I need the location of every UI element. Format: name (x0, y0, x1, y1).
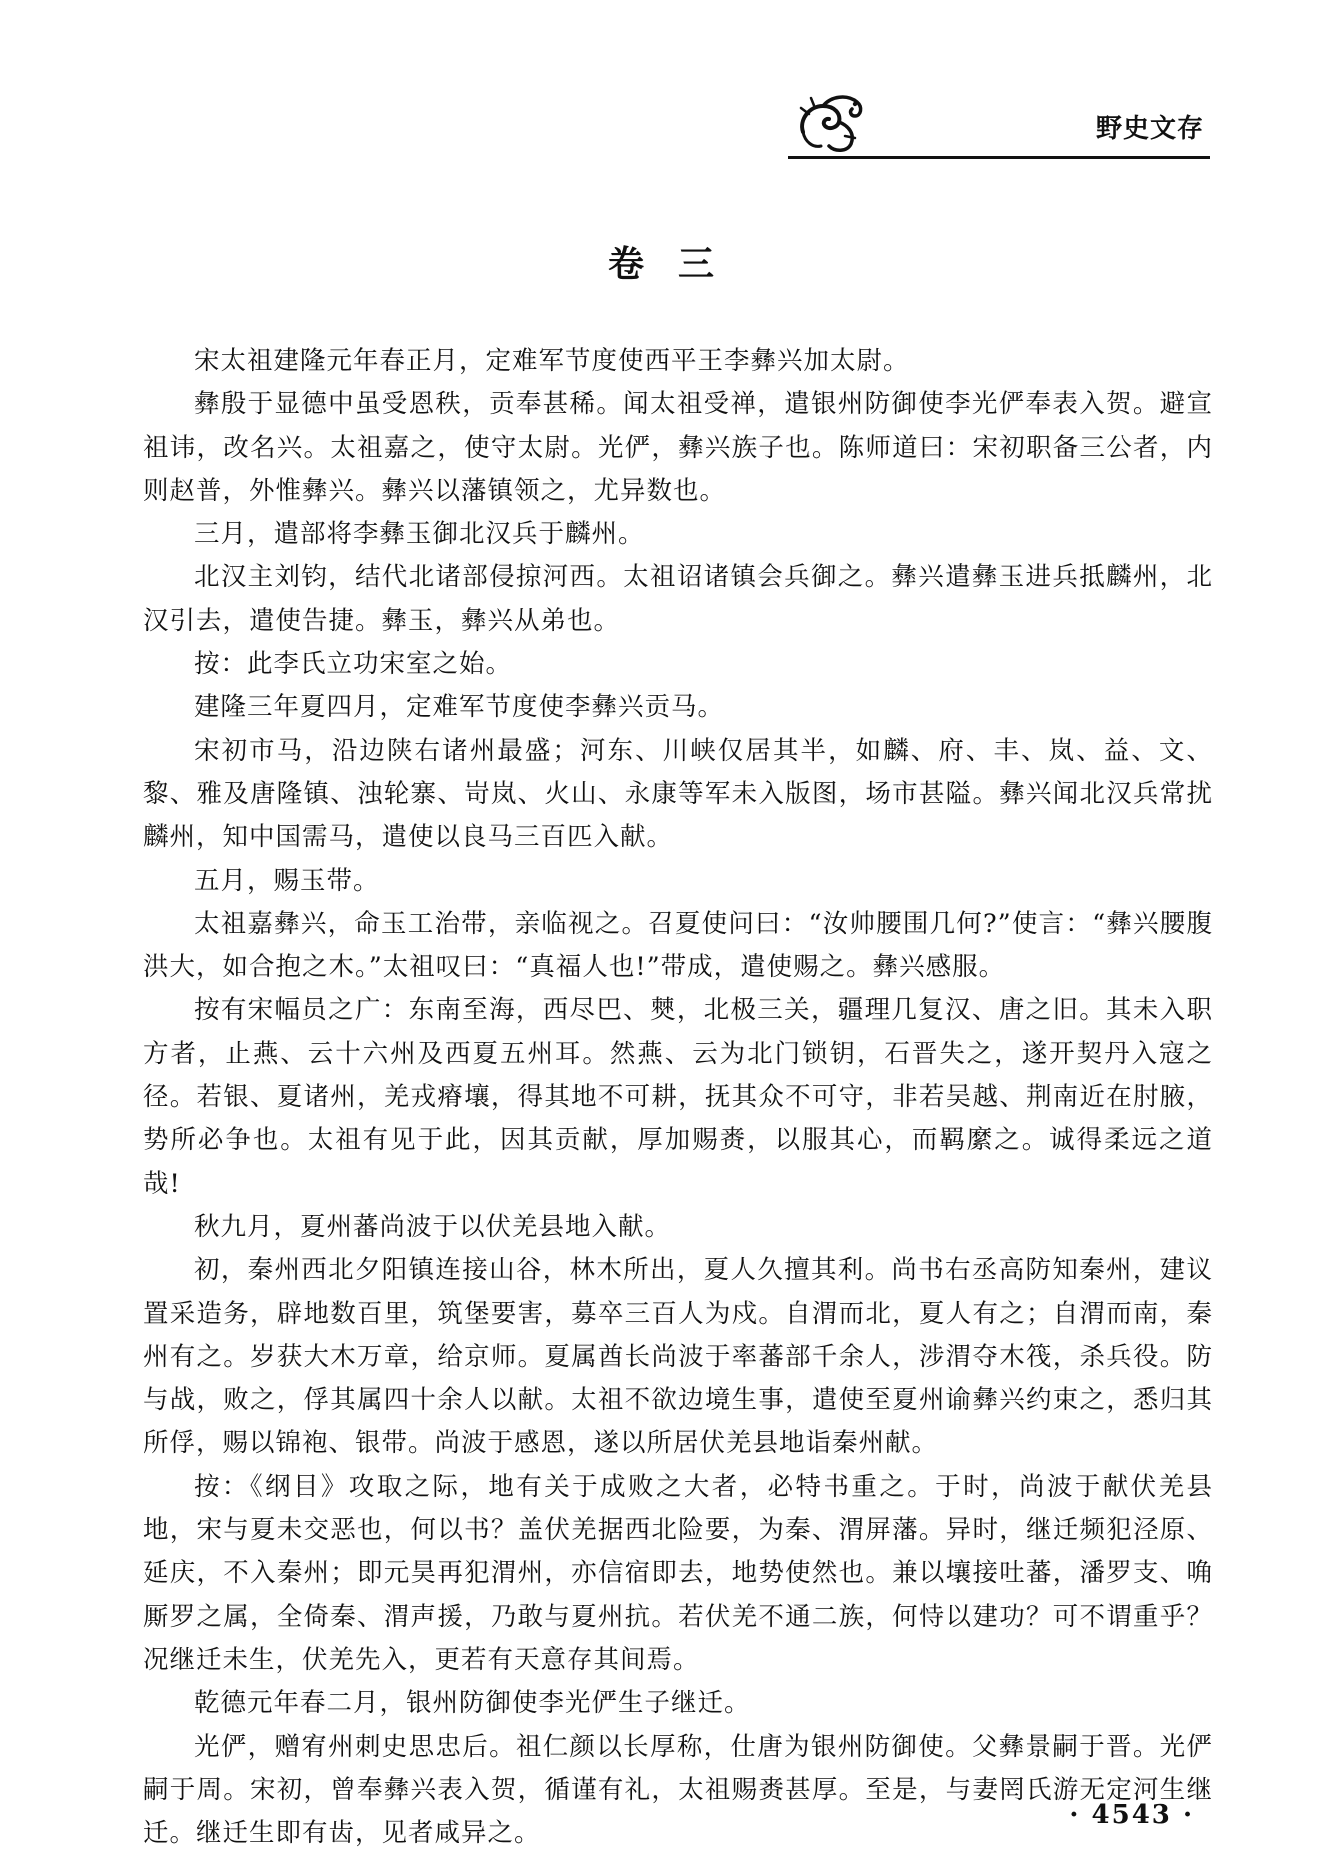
paragraph: 初，秦州西北夕阳镇连接山谷，林木所出，夏人久擅其利。尚书右丞高防知秦州，建议置采造务，辟地数百里，筑堡要害，募卒三百人为戍。自渭而北，夏人有之；自渭而南，秦州有之。岁获大木万章，给京师。夏属酋长尚波于率蕃部千余人，涉渭夺木筏，杀兵役。防与战，败之，俘其属四十余人以献。太祖不欲边境生事，遣使至夏州谕彝兴约束之，悉归其所俘，赐以锦袍、银带。尚波于感恩，遂以所居伏羌县地诣秦州献。 (143, 1255, 1213, 1459)
header-divider (788, 156, 1210, 159)
paragraph: 按：《纲目》攻取之际，地有关于成败之大者，必特书重之。于时，尚波于献伏羌县地，宋与夏未交恶也，何以书？盖伏羌据西北险要，为秦、渭屏藩。异时，继迁频犯泾原、延庆，不入秦州；即元昊再犯渭州，亦信宿即去，地势使然也。兼以壤接吐蕃，潘罗支、唃厮罗之属，全倚秦、渭声援，乃敢与夏州抗。若伏羌不通二族，何恃以建功？可不谓重乎？况继迁未生，伏羌先入，更若有天意存其间焉。 (143, 1471, 1213, 1675)
chapter-title: 卷三 (607, 244, 748, 285)
paragraph: 按有宋幅员之广：东南至海，西尽巴、僰，北极三关，疆理几复汉、唐之旧。其未入职方者，止燕、云十六州及西夏五州耳。然燕、云为北门锁钥，石晋失之，遂开契丹入寇之径。若银、夏诸州，羌戎瘠壤，得其地不可耕，抚其众不可守，非若吴越、荆南近在肘腋，势所必争也。太祖有见于此，因其贡献，厚加赐赉，以服其心，而羁縻之。诚得柔远之道哉! (143, 995, 1213, 1199)
paragraph: 按：此李氏立功宋室之始。 (194, 649, 513, 680)
paragraph: 建隆三年夏四月，定难军节度使李彝兴贡马。 (194, 692, 725, 723)
body-text (143, 340, 1213, 1855)
dragon-emblem-icon (795, 92, 867, 154)
paragraph: 三月，遣部将李彝玉御北汉兵于麟州。 (194, 519, 645, 550)
page-number: · 4543 · (1069, 1800, 1194, 1830)
series-title: 野史文存 (1095, 114, 1204, 144)
paragraph: 北汉主刘钧，结代北诸部侵掠河西。太祖诏诸镇会兵御之。彝兴遣彝玉进兵抵麟州，北汉引去，遣使告捷。彝玉，彝兴从弟也。 (143, 562, 1213, 636)
paragraph: 光俨，赠宥州刺史思忠后。祖仁颜以长厚称，仕唐为银州防御使。父彝景嗣于晋。光俨嗣于周。宋初，曾奉彝兴表入贺，循谨有礼，太祖赐赉甚厚。至是，与妻罔氏游无定河生继迁。继迁生即有齿，见者咸异之。 (143, 1731, 1213, 1849)
paragraph: 秋九月，夏州蕃尚波于以伏羌县地入献。 (194, 1211, 672, 1242)
running-header (780, 92, 1210, 162)
paragraph: 五月，赐玉带。 (194, 865, 380, 896)
paragraph: 宋太祖建隆元年春正月，定难军节度使西平王李彝兴加太尉。 (194, 346, 910, 376)
paragraph: 乾德元年春二月，银州防御使李光俨生子继迁。 (194, 1688, 751, 1719)
paragraph: 宋初市马，沿边陕右诸州最盛；河东、川峡仅居其半，如麟、府、丰、岚、益、文、黎、雅及唐隆镇、浊轮寨、岢岚、火山、永康等军未入版图，场市甚隘。彝兴闻北汉兵常扰麟州，知中国需马，遣使以良马三百匹入献。 (143, 735, 1213, 853)
paragraph: 太祖嘉彝兴，命玉工治带，亲临视之。召夏使问曰：“汝帅腰围几何?”使言：“彝兴腰腹洪大，如合抱之木。”太祖叹曰：“真福人也!”带成，遣使赐之。彝兴感服。 (143, 908, 1213, 983)
paragraph: 彝殷于显德中虽受恩秩，贡奉甚稀。闻太祖受禅，遣银州防御使李光俨奉表入贺。避宣祖讳，改名兴。太祖嘉之，使守太尉。光俨，彝兴族子也。陈师道曰：宋初职备三公者，内则赵普，外惟彝兴。彝兴以藩镇领之，尤异数也。 (143, 389, 1213, 506)
